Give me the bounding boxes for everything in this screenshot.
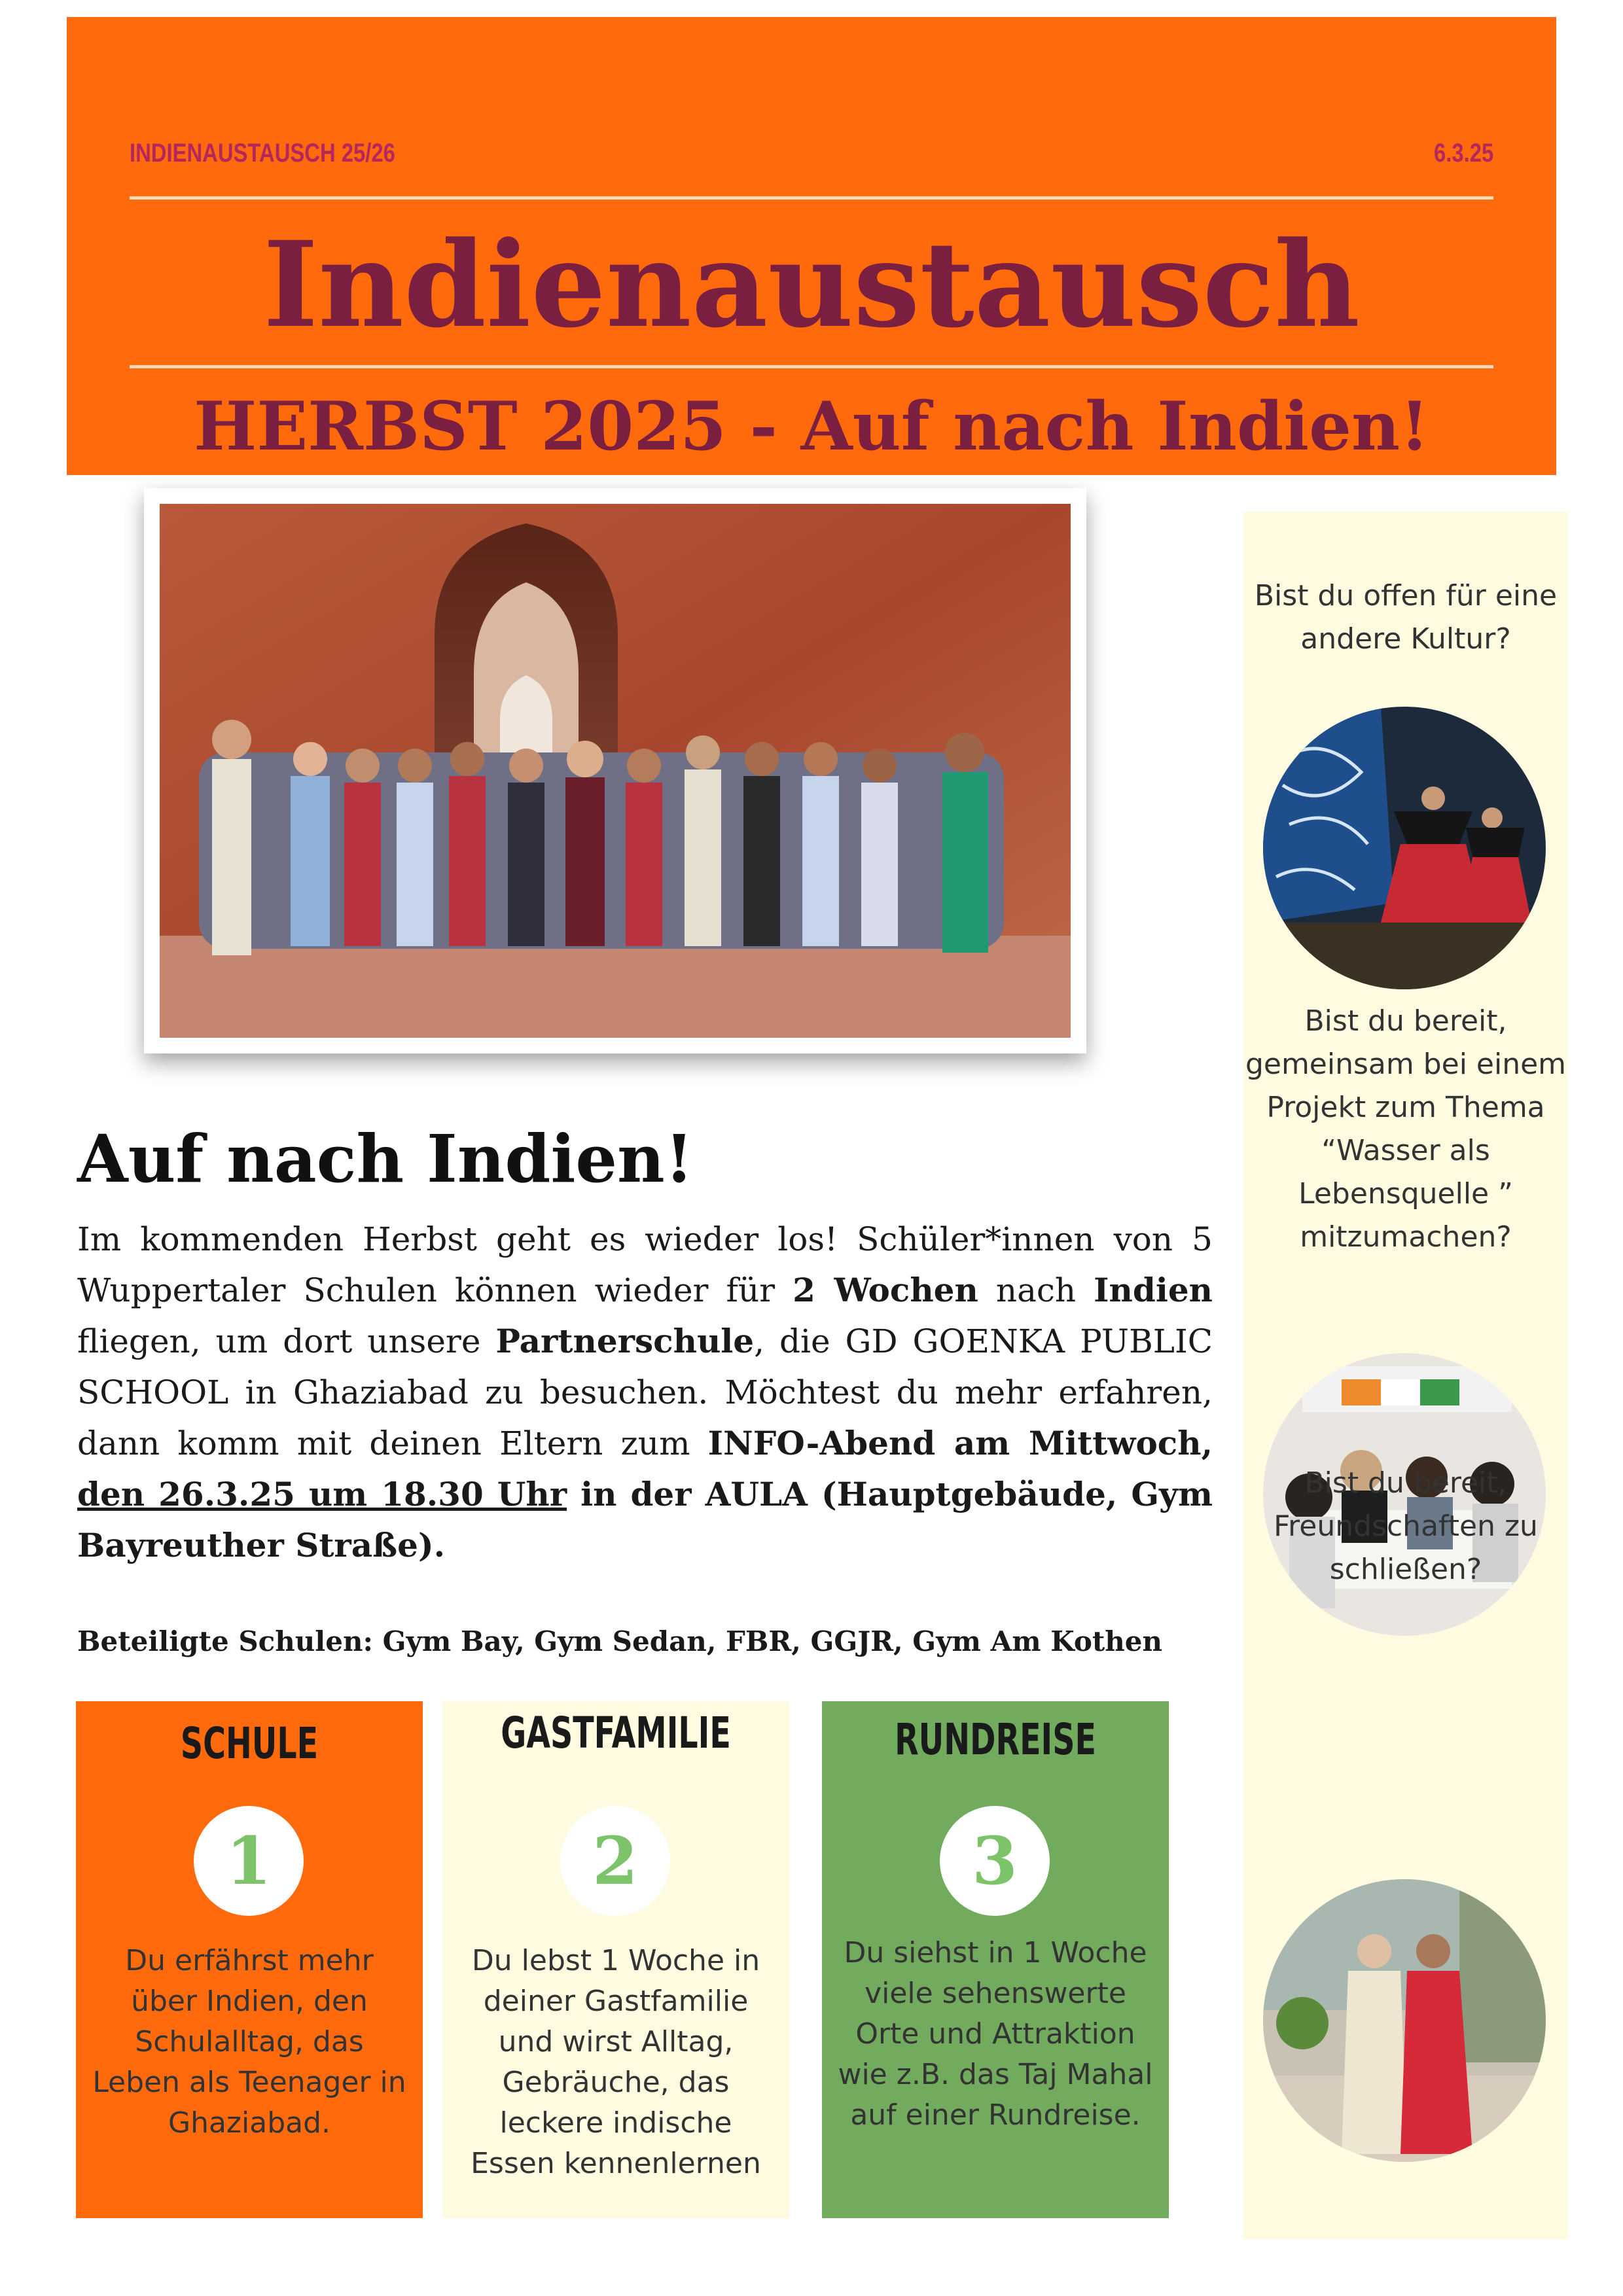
- sidebar-question-friendship: Bist du bereit, Freundschaften zu schließen?: [1274, 1466, 1538, 1586]
- sidebar-question-culture: Bist du offen für eine andere Kultur?: [1254, 579, 1558, 656]
- group-photo-image: [160, 504, 1071, 1038]
- header-date: 6.3.25: [1433, 139, 1493, 168]
- event-date: den 26.3.25 um 18.30 Uhr: [77, 1475, 567, 1513]
- friends-photo: [1263, 1879, 1546, 2162]
- dance-photo-image: [1263, 707, 1546, 989]
- group-photo: [144, 488, 1086, 1053]
- step-number-2: 2: [560, 1806, 670, 1916]
- header-banner: [67, 17, 1556, 475]
- info-box-round-trip: [822, 1701, 1169, 2218]
- header-kicker: INDIENAUSTAUSCH 25/26: [130, 139, 395, 168]
- step-number-3: 3: [940, 1806, 1050, 1916]
- info-box-host-family: [442, 1701, 789, 2218]
- step-number-1: 1: [194, 1806, 304, 1916]
- sidebar-question-project: Bist du bereit, gemeinsam bei einem Projekt zum Thema “Wasser als Lebensquelle ” mitzumachen?: [1245, 1004, 1567, 1254]
- box-title-school: SCHULE: [180, 1718, 319, 1769]
- participating-schools: Beteiligte Schulen: Gym Bay, Gym Sedan, FBR, GGJR, Gym Am Kothen: [77, 1625, 1163, 1657]
- box-title-host-family: GASTFAMILIE: [501, 1708, 731, 1758]
- box-text-round-trip: Du siehst in 1 Woche viele sehenswerte Orte und Attraktion wie z.B. das Taj Mahal auf einer Rundreise.: [838, 1936, 1153, 2132]
- info-box-school: [76, 1701, 423, 2218]
- header-rule-top: [130, 196, 1493, 200]
- box-text-host-family: Du lebst 1 Woche in deiner Gastfamilie und wirst Alltag, Gebräuche, das leckere indische Essen kennenlernen: [471, 1944, 761, 2180]
- page-subtitle: HERBST 2025 - Auf nach Indien!: [194, 387, 1429, 466]
- header-rule-bottom: [130, 365, 1493, 368]
- friends-photo-image: [1263, 1879, 1546, 2162]
- article-body: Im kommenden Herbst geht es wieder los! Schüler*innen von 5 Wuppertaler Schulen können wieder für 2 Wochen nach Indien fliegen, um dort unsere Partnerschule, die GD GOENKA PUBLIC SCHOOL in Ghaziabad zu besuchen. Möchtest du mehr erfahren, dann komm mit deinen Eltern zum INFO-Abend am Mittwoch, den 26.3.25 um 18.30 Uhr in der AULA (Hauptgebäude, Gym Bayreuther Straße).: [77, 1220, 1213, 1564]
- box-text-school: Du erfährst mehr über Indien, den Schulalltag, das Leben als Teenager in Ghaziabad.: [92, 1944, 406, 2140]
- page-title: Indienaustausch: [263, 216, 1360, 354]
- sidebar: [1243, 512, 1568, 2239]
- article-heading: Auf nach Indien!: [77, 1120, 694, 1197]
- dance-photo: [1263, 707, 1546, 989]
- box-title-round-trip: RUNDREISE: [895, 1714, 1096, 1765]
